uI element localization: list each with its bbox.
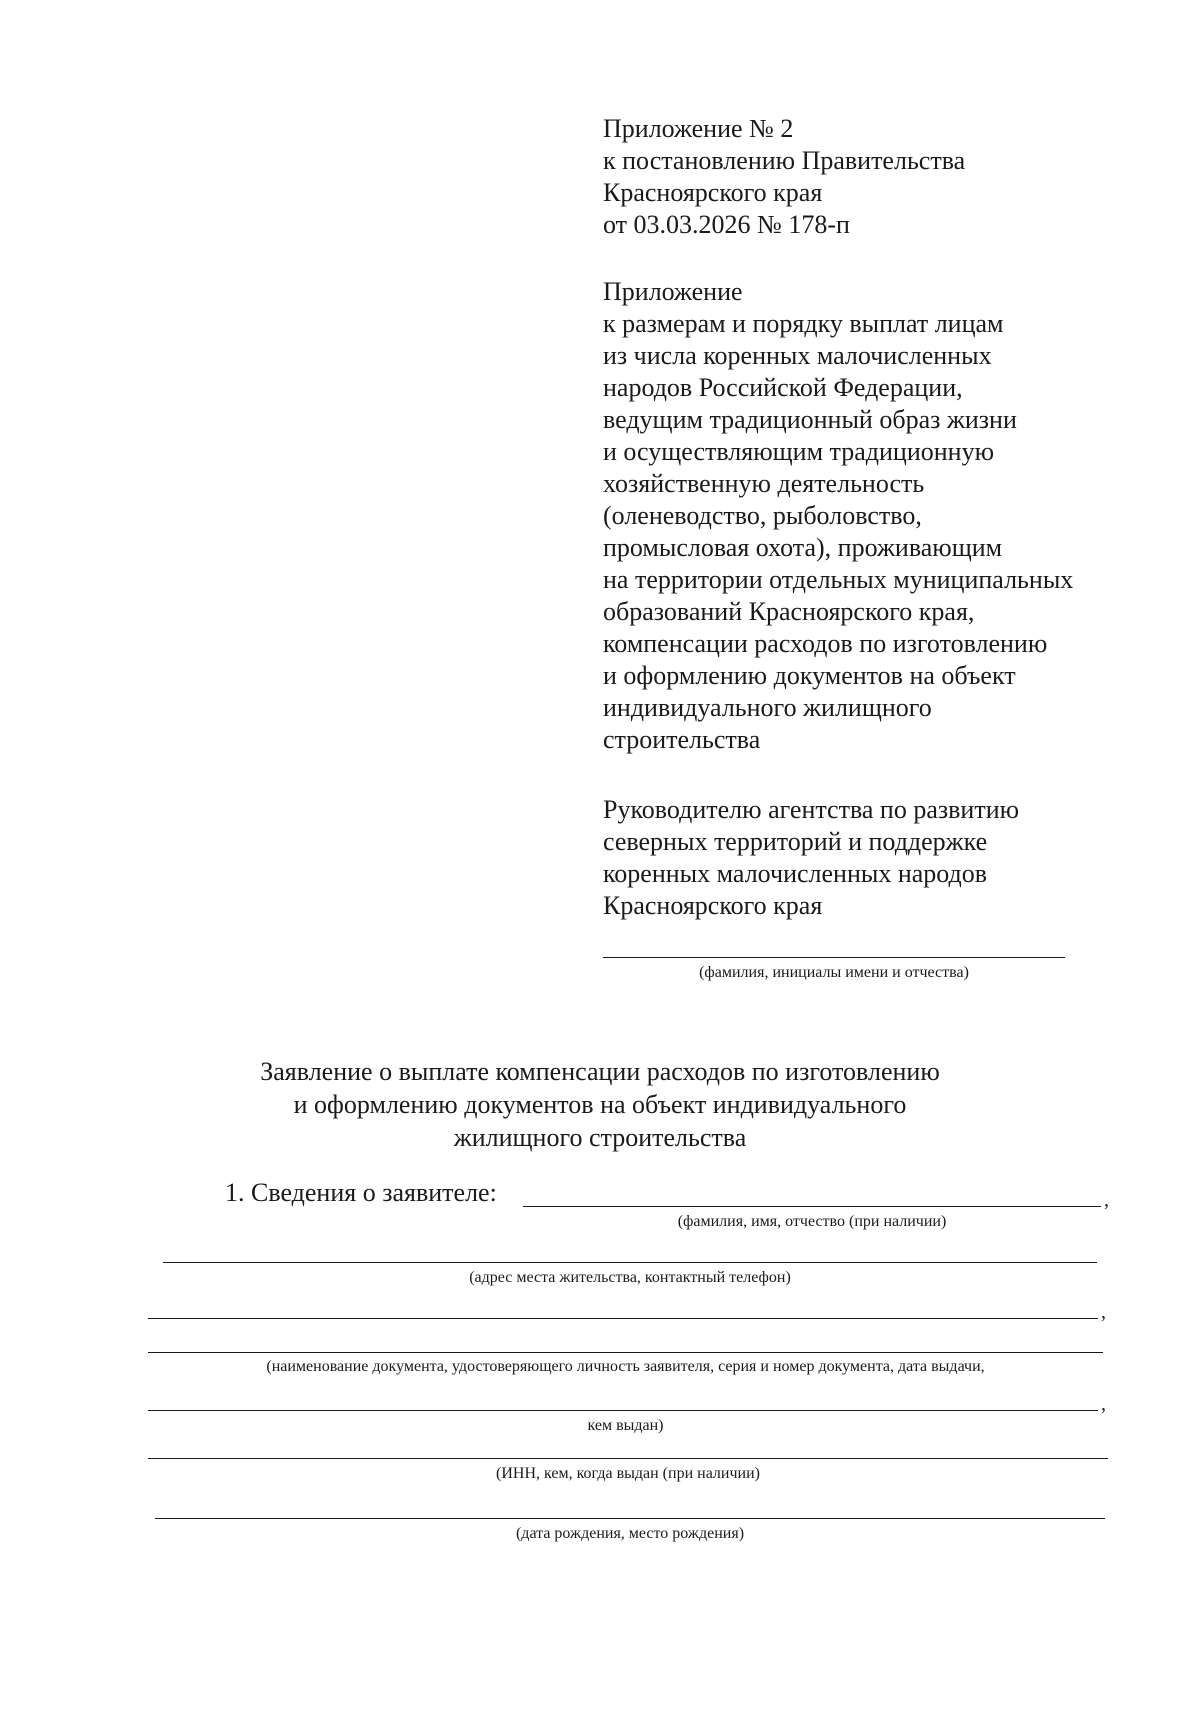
- appendix-header-line: Красноярского края: [603, 178, 823, 207]
- appendix-inner-line: и осуществляющим традиционную: [603, 437, 994, 466]
- addressee-block: [603, 794, 1143, 922]
- addressee-line: коренных малочисленных народов: [603, 859, 988, 888]
- applicant-id-document-caption: (наименование документа, удостоверяющего личность заявителя, серия и номер документа, дата выдачи,: [266, 1358, 985, 1375]
- appendix-inner-line: промысловая охота), проживающим: [603, 533, 1003, 562]
- applicant-birth-field[interactable]: [155, 1518, 1105, 1519]
- applicant-inn-field[interactable]: [148, 1458, 1108, 1459]
- appendix-inner-line: индивидуального жилищного: [603, 693, 932, 722]
- appendix-header-line: Приложение № 2: [603, 114, 794, 143]
- appendix-inner-line: компенсации расходов по изготовлению: [603, 629, 1048, 658]
- applicant-birth-caption: (дата рождения, место рождения): [515, 1525, 745, 1542]
- appendix-header-line: к постановлению Правительства: [603, 146, 966, 175]
- applicant-name-caption: (фамилия, имя, отчество (при наличии): [677, 1213, 947, 1230]
- appendix-inner-line: образований Красноярского края,: [603, 597, 975, 626]
- statement-title: [0, 1055, 1200, 1154]
- appendix-inner-line: хозяйственную деятельность: [603, 469, 925, 498]
- appendix-inner-reference: [603, 276, 1143, 756]
- appendix-inner-line: Приложение: [603, 277, 743, 306]
- applicant-issued-by-caption: кем выдан): [587, 1417, 664, 1434]
- addressee-line: Красноярского края: [603, 891, 823, 920]
- appendix-inner-line: строительства: [603, 725, 761, 754]
- field-comma: ,: [1101, 1393, 1106, 1415]
- applicant-address-caption: (адрес места жительства, контактный телефон): [469, 1269, 791, 1286]
- addressee-line: Руководителю агентства по развитию: [603, 795, 1020, 824]
- applicant-inn-caption: (ИНН, кем, когда выдан (при наличии): [496, 1465, 760, 1482]
- applicant-id-document-field[interactable]: [148, 1352, 1103, 1353]
- field-comma: ,: [1101, 1301, 1106, 1323]
- addressee-line: северных территорий и поддержке: [603, 827, 988, 856]
- applicant-address-field[interactable]: [163, 1262, 1097, 1263]
- statement-title-line: Заявление о выплате компенсации расходов по изготовлению: [260, 1057, 940, 1086]
- appendix-header-line: от 03.03.2026 № 178-п: [603, 210, 850, 239]
- appendix-inner-line: (оленеводство, рыболовство,: [603, 501, 922, 530]
- addressee-name-caption: (фамилия, инициалы имени и отчества): [699, 964, 969, 981]
- applicant-address-continuation-field[interactable]: [148, 1318, 1098, 1319]
- appendix-header: [603, 113, 1143, 241]
- applicant-name-field[interactable]: [523, 1206, 1101, 1207]
- appendix-inner-line: к размерам и порядку выплат лицам: [603, 309, 1004, 338]
- statement-title-line: и оформлению документов на объект индивидуального: [293, 1090, 907, 1119]
- field-comma: ,: [1104, 1189, 1109, 1211]
- appendix-inner-line: ведущим традиционный образ жизни: [603, 405, 1017, 434]
- applicant-section-label: 1. Сведения о заявителе:: [225, 1178, 497, 1207]
- statement-title-line: жилищного строительства: [453, 1123, 747, 1152]
- appendix-inner-line: на территории отдельных муниципальных: [603, 565, 1074, 594]
- appendix-inner-line: и оформлению документов на объект: [603, 661, 1016, 690]
- applicant-issued-by-field[interactable]: [148, 1410, 1098, 1411]
- addressee-name-field[interactable]: [603, 957, 1065, 958]
- appendix-inner-line: народов Российской Федерации,: [603, 373, 963, 402]
- appendix-inner-line: из числа коренных малочисленных: [603, 341, 992, 370]
